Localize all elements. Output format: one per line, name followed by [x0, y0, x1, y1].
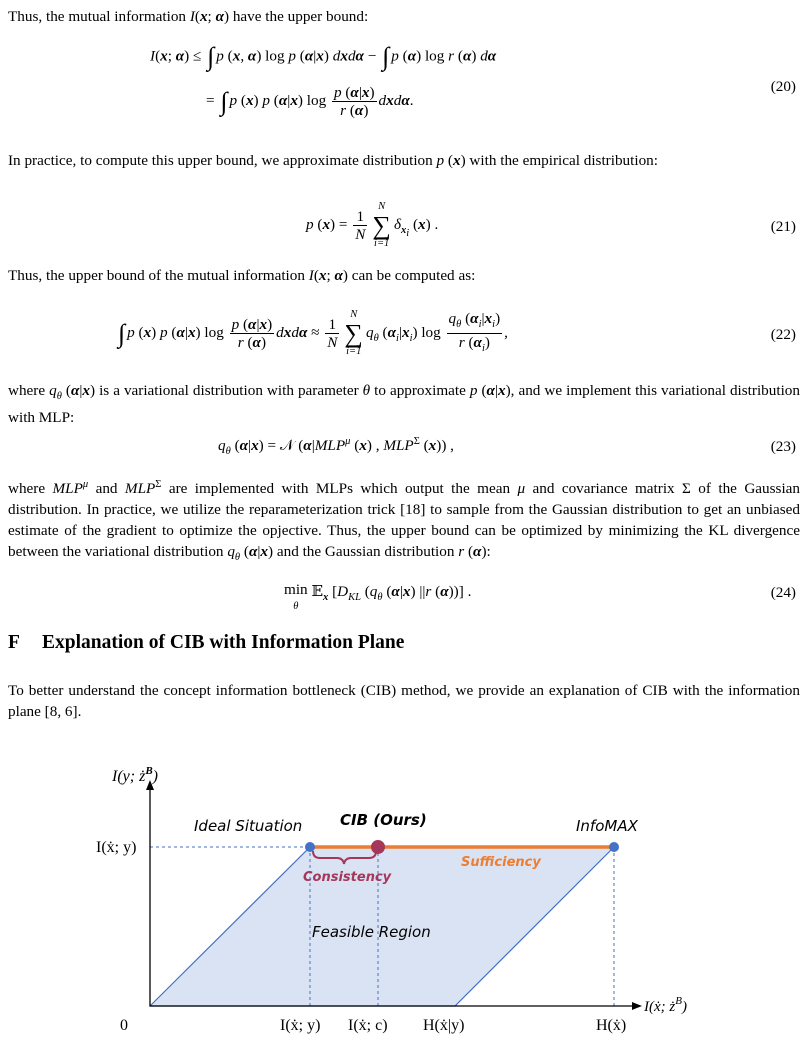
- paragraph-upper-bound-intro: Thus, the mutual information I(x; α) have the upper bound:: [8, 8, 369, 25]
- cib-point: [371, 840, 385, 854]
- equation-number-22: (22): [770, 326, 796, 343]
- infomax-point: [609, 842, 619, 852]
- ideal-label: Ideal Situation: [194, 817, 303, 835]
- paragraph-upper-bound-compute: Thus, the upper bound of the mutual information I(x; α) can be computed as:: [8, 267, 476, 284]
- equation-24: min θ 𝔼$_x$ [$D_{KL}$ ($q_\theta$ (α|x) ||r (α))] . (24): [284, 581, 796, 613]
- sufficiency-label: Sufficiency: [461, 855, 541, 870]
- x-axis-arrow: [632, 1002, 642, 1010]
- paragraph-empirical: In practice, to compute this upper bound, we approximate distribution p (x) with the empirical distribution:: [8, 152, 658, 169]
- equation-23: $q_\theta$ (α|x) = 𝒩 ($\alpha|MLP^\mu$ (x) , $MLP^\Sigma$ (x)) , (23): [218, 436, 796, 458]
- equation-21: p (x) = $\frac{1}{N}$ N ∑ i=1 $\delta_{x_i}$ (x) . (21): [306, 201, 796, 249]
- ideal-point: [305, 842, 315, 852]
- x-tick-hxy: H(ẋ|y): [423, 1017, 465, 1034]
- paragraph-mlp: where $MLP^\mu$ and $MLP^\Sigma$ are implemented with MLPs which output the mean μ and covariance matrix Σ of the Gaussian distribution. In practice, we utilize the reparameterization trick [18] to sample from the Gaussian distribution to get an unbiased estimate of the gradient to optimize the opjective. Thus, the upper bound can be optimized by minimizing the KL divergence between the variational distribution $q_\theta$ (α|x) and the Gaussian distribution r (α):: [8, 479, 800, 564]
- x-axis-label: I(ẋ; $ż^B$): [644, 995, 687, 1015]
- equation-number-24: (24): [770, 584, 796, 601]
- paragraph-information-plane: To better understand the concept information bottleneck (CIB) method, we provide an explanation of CIB with the information plane [8, 6].: [8, 682, 800, 720]
- equation-number-20: (20): [770, 78, 796, 95]
- y-axis-label: I(y; $ż^B$): [112, 765, 158, 785]
- equation-22: ∫ p (x) p (α|x) log $\frac{p (\alpha|x)}{r (\alpha)}$ dxdα ≈ $\frac{1}{N}$ N ∑ i=1 $q_\theta$ $(\alpha_i|x_i)$ log $\frac{q_\theta (\alpha_i|x_i)}{r (\alpha_i)}$ , (22): [118, 309, 796, 357]
- cib-label: CIB (Ours): [340, 811, 427, 829]
- x-tick-hx: H(ẋ): [596, 1017, 627, 1034]
- equation-number-23: (23): [770, 438, 796, 455]
- origin-label: 0: [120, 1017, 128, 1034]
- consistency-label: Consistency: [303, 870, 392, 885]
- x-tick-ideal: I(ẋ; y): [280, 1017, 321, 1034]
- feasible-region-label: Feasible Region: [312, 923, 431, 941]
- y-tick-label: I(ẋ; y): [96, 839, 137, 856]
- paragraph-variational: where $q_\theta$ (α|x) is a variational distribution with parameter θ to approximate p (α|x), and we implement this variational distribution with MLP:: [8, 382, 800, 427]
- x-tick-cib: I(ẋ; c): [348, 1017, 388, 1034]
- section-title: Explanation of CIB with Information Plane: [42, 632, 405, 653]
- equation-20: I(x; α) ≤ ∫ p (x, α) log p (α|x) dxdα − ∫ p (α) log r (α) dα = ∫ p (x) p (α|x) log $\frac{p (\alpha|x)}{r (\alpha)}$ dxdα. (20): [150, 42, 796, 119]
- section-number: F: [8, 632, 20, 653]
- equation-number-21: (21): [770, 218, 796, 235]
- infomax-label: InfoMAX: [576, 817, 638, 835]
